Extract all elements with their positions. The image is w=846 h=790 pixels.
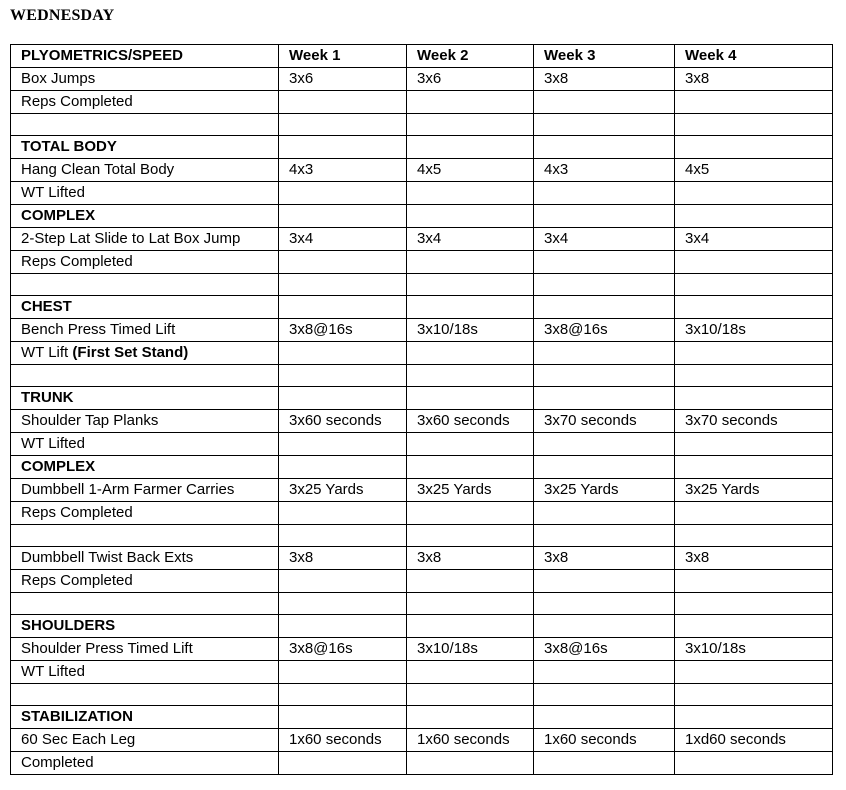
week-1-cell: 3x6 [279,68,407,91]
section-row [11,615,833,638]
table-row [11,159,833,182]
week-2-cell [407,365,534,387]
week-3-cell [534,387,675,410]
exercise-label [11,684,279,706]
week-1-cell [279,91,407,114]
week-4-cell [675,525,833,547]
week-2-cell [407,205,534,228]
label-text: STABILIZATION [21,708,133,725]
exercise-label [11,638,279,661]
table-row [11,342,833,365]
exercise-label [11,752,279,775]
exercise-label [11,228,279,251]
label-text: COMPLEX [21,458,96,475]
week-2-cell: 3x6 [407,68,534,91]
week-4-cell [675,365,833,387]
week-2-cell [407,456,534,479]
table-row [11,410,833,433]
week-1-cell [279,365,407,387]
table-row [11,114,833,136]
label-text: CHEST [21,298,72,315]
week-1-cell [279,456,407,479]
exercise-label [11,342,279,365]
week-1-cell: 3x4 [279,228,407,251]
week-3-cell [534,433,675,456]
exercise-label [11,251,279,274]
week-2-cell: 1x60 seconds [407,729,534,752]
week-3-cell [534,365,675,387]
section-title [11,456,279,479]
table-row [11,182,833,205]
week-3-cell [534,525,675,547]
week-2-cell: 3x4 [407,228,534,251]
week-4-cell [675,274,833,296]
exercise-label [11,479,279,502]
label-text: Dumbbell 1-Arm Farmer Carries [21,481,235,498]
week-4-cell [675,661,833,684]
week-2-cell [407,433,534,456]
section-row [11,706,833,729]
week-2-cell [407,684,534,706]
header-cell: PLYOMETRICS/SPEED [11,45,279,68]
exercise-label [11,433,279,456]
week-4-cell [675,387,833,410]
week-1-cell [279,342,407,365]
table-row [11,570,833,593]
week-2-cell [407,296,534,319]
label-text: WT Lifted [21,435,85,452]
week-3-cell [534,136,675,159]
week-2-cell [407,615,534,638]
week-4-cell [675,296,833,319]
week-4-cell: 3x8 [675,68,833,91]
exercise-label [11,661,279,684]
week-2-cell: 3x8 [407,547,534,570]
week-1-cell: 3x8@16s [279,638,407,661]
table-row [11,91,833,114]
section-title [11,615,279,638]
week-4-cell [675,433,833,456]
week-4-cell: 4x5 [675,159,833,182]
week-1-cell: 3x25 Yards [279,479,407,502]
week-2-cell: 4x5 [407,159,534,182]
week-4-cell: 3x70 seconds [675,410,833,433]
week-3-cell [534,502,675,525]
week-4-cell [675,570,833,593]
week-1-cell: 3x8 [279,547,407,570]
week-1-cell: 1x60 seconds [279,729,407,752]
week-3-cell [534,593,675,615]
week-2-cell [407,342,534,365]
week-1-cell [279,502,407,525]
table-row [11,638,833,661]
section-row [11,136,833,159]
section-title [11,136,279,159]
exercise-label [11,365,279,387]
week-2-cell [407,752,534,775]
table-row [11,228,833,251]
week-2-cell [407,182,534,205]
label-text: COMPLEX [21,207,96,224]
week-4-cell [675,136,833,159]
week-2-cell [407,91,534,114]
label-text: Shoulder Tap Planks [21,412,159,429]
week-4-cell [675,182,833,205]
header-cell: Week 2 [407,45,534,68]
week-1-cell [279,661,407,684]
exercise-label [11,729,279,752]
week-1-cell [279,114,407,136]
table-row [11,525,833,547]
week-1-cell [279,615,407,638]
week-1-cell [279,387,407,410]
week-4-cell [675,342,833,365]
week-2-cell: 3x60 seconds [407,410,534,433]
week-3-cell: 3x70 seconds [534,410,675,433]
week-4-cell [675,205,833,228]
week-4-cell [675,114,833,136]
week-3-cell [534,91,675,114]
week-1-cell [279,570,407,593]
section-row [11,387,833,410]
week-3-cell [534,752,675,775]
section-title [11,296,279,319]
week-2-cell [407,570,534,593]
table-row [11,752,833,775]
week-2-cell [407,525,534,547]
week-2-cell: 3x25 Yards [407,479,534,502]
week-3-cell: 3x8 [534,68,675,91]
exercise-label [11,159,279,182]
week-3-cell [534,342,675,365]
week-1-cell [279,706,407,729]
workout-table-body [11,45,833,775]
label-text: TOTAL BODY [21,138,117,155]
section-title [11,387,279,410]
week-1-cell: 3x8@16s [279,319,407,342]
table-row [11,661,833,684]
label-text: Box Jumps [21,70,96,87]
label-text: Bench Press Timed Lift [21,321,176,338]
exercise-label [11,182,279,205]
table-header-row [11,45,833,68]
exercise-label [11,410,279,433]
table-row [11,479,833,502]
week-2-cell [407,593,534,615]
week-1-cell: 4x3 [279,159,407,182]
week-2-cell [407,706,534,729]
label-text: WT Lift [21,344,73,361]
week-4-cell [675,684,833,706]
table-row [11,433,833,456]
table-row [11,729,833,752]
week-4-cell: 1xd60 seconds [675,729,833,752]
exercise-label [11,319,279,342]
week-2-cell [407,274,534,296]
label-text: 2-Step Lat Slide to Lat Box Jump [21,230,241,247]
week-4-cell: 3x8 [675,547,833,570]
week-1-cell [279,752,407,775]
week-1-cell [279,593,407,615]
week-4-cell: 3x4 [675,228,833,251]
exercise-label [11,91,279,114]
label-text: Completed [21,754,94,771]
week-4-cell [675,593,833,615]
week-2-cell [407,136,534,159]
week-1-cell [279,525,407,547]
week-1-cell [279,182,407,205]
week-3-cell [534,661,675,684]
week-4-cell [675,251,833,274]
week-3-cell [534,684,675,706]
week-3-cell [534,182,675,205]
week-3-cell: 1x60 seconds [534,729,675,752]
week-3-cell [534,615,675,638]
label-text: Shoulder Press Timed Lift [21,640,193,657]
label-note: (First Set Stand) [72,344,189,361]
section-title [11,205,279,228]
page-title: WEDNESDAY [10,7,115,24]
week-2-cell: 3x10/18s [407,638,534,661]
table-row [11,274,833,296]
table-row [11,547,833,570]
label-text: Hang Clean Total Body [21,161,175,178]
header-cell: Week 4 [675,45,833,68]
label-text: WT Lifted [21,184,85,201]
week-4-cell: 3x25 Yards [675,479,833,502]
week-2-cell: 3x10/18s [407,319,534,342]
exercise-label [11,114,279,136]
label-text: Dumbbell Twist Back Exts [21,549,194,566]
table-row [11,319,833,342]
week-3-cell [534,296,675,319]
week-1-cell: 3x60 seconds [279,410,407,433]
week-3-cell: 3x4 [534,228,675,251]
week-2-cell [407,661,534,684]
header-cell: Week 1 [279,45,407,68]
week-3-cell [534,456,675,479]
week-4-cell [675,456,833,479]
section-row [11,296,833,319]
table-row [11,68,833,91]
exercise-label [11,502,279,525]
label-text: SHOULDERS [21,617,116,634]
week-1-cell [279,205,407,228]
week-4-cell: 3x10/18s [675,638,833,661]
week-3-cell [534,570,675,593]
week-2-cell [407,114,534,136]
week-1-cell [279,136,407,159]
section-row [11,205,833,228]
week-3-cell [534,274,675,296]
label-text: Reps Completed [21,504,133,521]
table-row [11,684,833,706]
week-4-cell [675,706,833,729]
week-1-cell [279,251,407,274]
table-row [11,502,833,525]
week-4-cell [675,502,833,525]
week-3-cell [534,251,675,274]
week-1-cell [279,296,407,319]
week-3-cell: 3x25 Yards [534,479,675,502]
week-3-cell: 3x8@16s [534,319,675,342]
table-row [11,593,833,615]
week-4-cell: 3x10/18s [675,319,833,342]
label-text: 60 Sec Each Leg [21,731,136,748]
week-3-cell [534,205,675,228]
exercise-label [11,68,279,91]
week-4-cell [675,752,833,775]
label-text: Reps Completed [21,572,133,589]
exercise-label [11,525,279,547]
week-1-cell [279,433,407,456]
week-3-cell: 3x8@16s [534,638,675,661]
label-text: Reps Completed [21,93,133,110]
week-2-cell [407,251,534,274]
workout-table [10,44,833,775]
week-3-cell [534,114,675,136]
week-3-cell [534,706,675,729]
exercise-label [11,570,279,593]
week-3-cell: 3x8 [534,547,675,570]
exercise-label [11,593,279,615]
week-4-cell [675,91,833,114]
table-row [11,365,833,387]
section-row [11,456,833,479]
label-text: WT Lifted [21,663,85,680]
week-2-cell [407,387,534,410]
week-1-cell [279,274,407,296]
week-3-cell: 4x3 [534,159,675,182]
label-text: TRUNK [21,389,74,406]
exercise-label [11,547,279,570]
exercise-label [11,274,279,296]
table-row [11,251,833,274]
section-title [11,706,279,729]
label-text: Reps Completed [21,253,133,270]
week-1-cell [279,684,407,706]
header-cell: Week 3 [534,45,675,68]
week-4-cell [675,615,833,638]
week-2-cell [407,502,534,525]
